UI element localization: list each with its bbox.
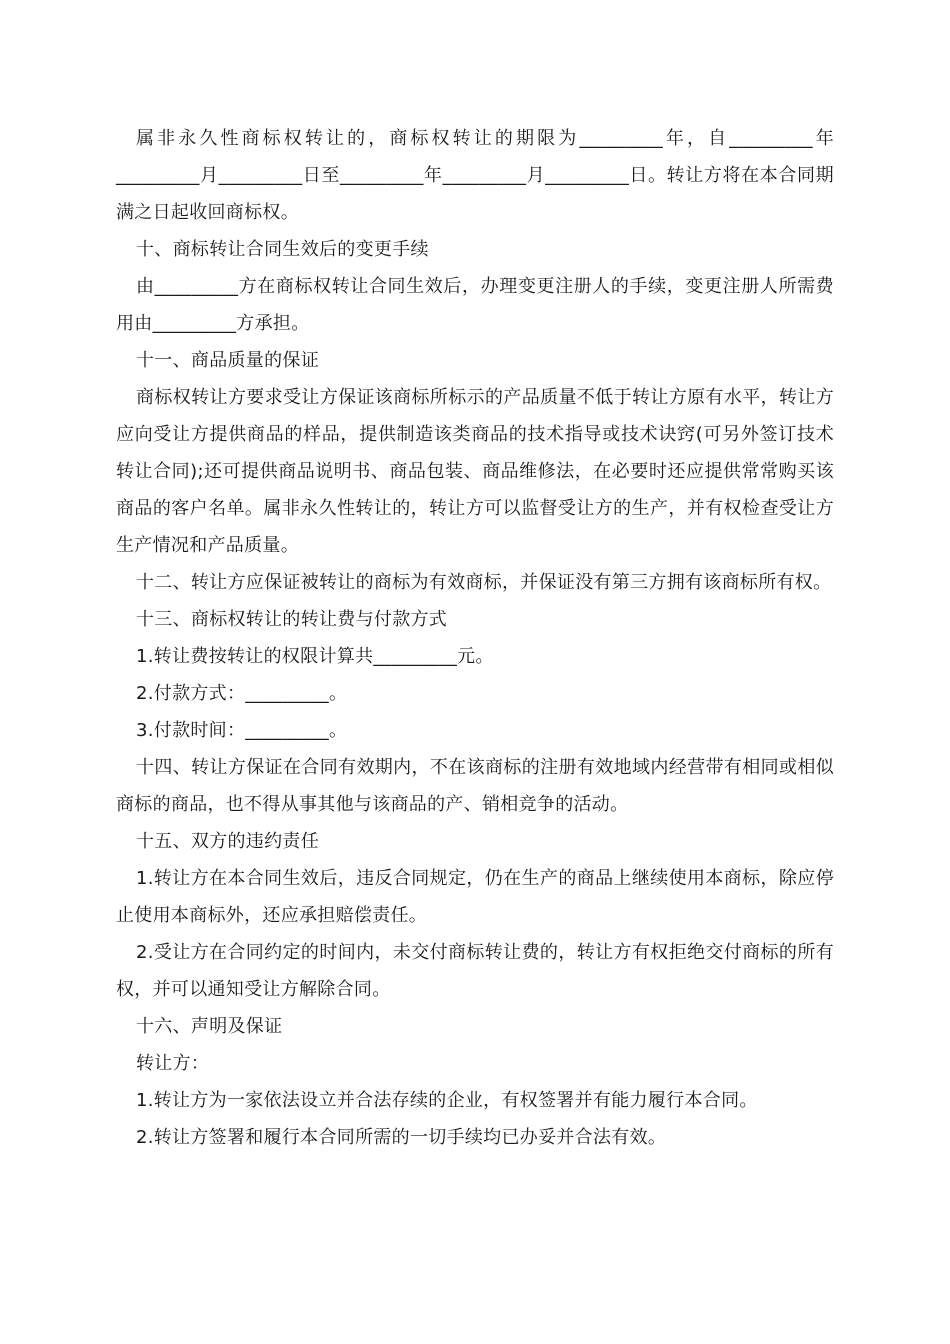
- section-14-paragraph: 十四、转让方保证在合同有效期内，不在该商标的注册有效地域内经营带有相同或相似商标的商品，也不得从事其他与该商品的产、销相竞争的活动。: [116, 757, 834, 815]
- term-period-paragraph: 属非永久性商标权转让的，商标权转让的期限为_________年，自_________年_________月_________日至_________年_________月_________日。转让方将在本合同期满之日起收回商标权。: [116, 128, 834, 223]
- warranty-item-1: 1.转让方为一家依法设立并合法存续的企业，有权签署并有能力履行本合同。: [136, 1090, 758, 1111]
- section-12-paragraph: 十二、转让方应保证被转让的商标为有效商标，并保证没有第三方拥有该商标所有权。: [136, 572, 832, 593]
- section-10-heading: 十、商标转让合同生效后的变更手续: [136, 239, 429, 260]
- section-15-heading: 十五、双方的违约责任: [136, 831, 319, 852]
- quality-guarantee-paragraph: 商标权转让方要求受让方保证该商标所标示的产品质量不低于转让方原有水平，转让方应向受让方提供商品的样品，提供制造该类商品的技术指导或技术诀窍(可另外签订技术转让合同);还可提供商品说明书、商品包装、商品维修法，在必要时还应提供常常购买该商品的客户名单。属非永久性转让的，转让方可以监督受让方的生产，并有权检查受让方生产情况和产品质量。: [116, 387, 834, 556]
- section-11-heading: 十一、商品质量的保证: [136, 350, 319, 371]
- registration-change-paragraph: 由_________方在商标权转让合同生效后，办理变更注册人的手续，变更注册人所需费用由_________方承担。: [116, 276, 834, 334]
- document-body: [116, 120, 834, 1156]
- payment-time-item: 3.付款时间：_________。: [136, 720, 348, 741]
- breach-transferor-item: 1.转让方在本合同生效后，违反合同规定，仍在生产的商品上继续使用本商标，除应停止使用本商标外，还应承担赔偿责任。: [116, 868, 834, 926]
- transferor-label: 转让方：: [136, 1053, 210, 1074]
- breach-transferee-item: 2.受让方在合同约定的时间内，未交付商标转让费的，转让方有权拒绝交付商标的所有权，并可以通知受让方解除合同。: [116, 942, 834, 1000]
- warranty-item-2: 2.转让方签署和履行本合同所需的一切手续均已办妥并合法有效。: [136, 1127, 667, 1148]
- payment-method-item: 2.付款方式：_________。: [136, 683, 348, 704]
- section-16-heading: 十六、声明及保证: [136, 1016, 283, 1037]
- section-13-heading: 十三、商标权转让的转让费与付款方式: [136, 609, 448, 630]
- fee-amount-item: 1.转让费按转让的权限计算共_________元。: [136, 646, 494, 667]
